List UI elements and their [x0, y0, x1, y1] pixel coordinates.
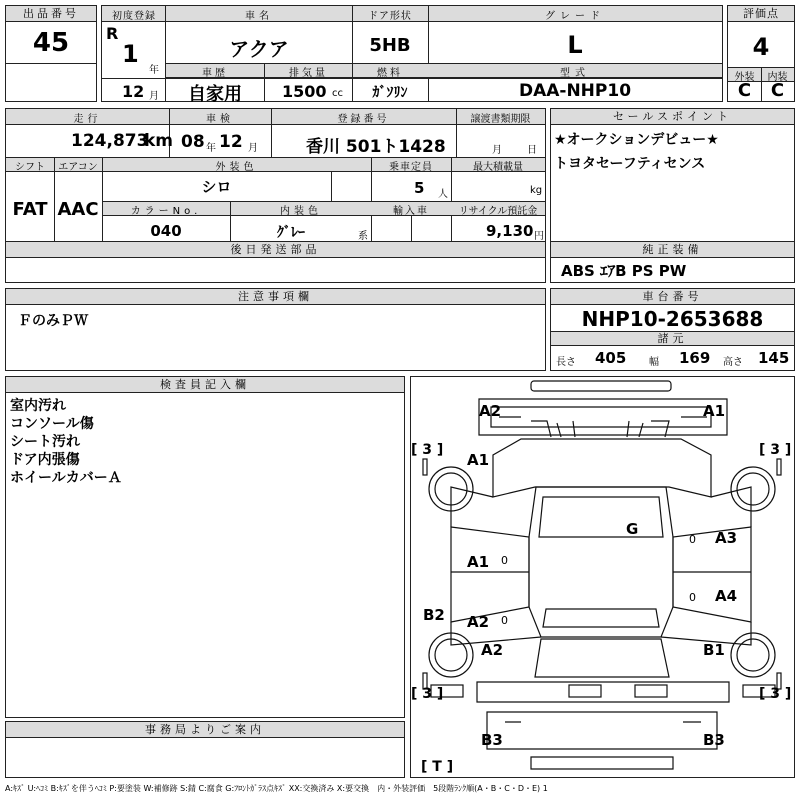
model-code-label: 型式: [560, 68, 590, 79]
small-mark-2: 0: [689, 533, 696, 546]
dmg-left-fender: A1: [467, 451, 490, 469]
import-label: 輸入車: [393, 206, 429, 217]
detail-box: [5, 108, 546, 242]
recycle: 9,130: [486, 222, 534, 240]
score-label: 評価点: [728, 6, 794, 22]
displacement: 1500: [282, 82, 327, 101]
small-mark-4: 0: [689, 591, 696, 604]
genuine-box: [550, 241, 795, 283]
height-label: 高さ: [723, 357, 743, 368]
sales-points-label: セールスポイント: [551, 109, 794, 125]
car-diagram-box: [410, 376, 795, 778]
length-label: 長さ: [556, 357, 576, 368]
int-score: C: [770, 80, 785, 101]
later-parts-label: 後日発送部品: [6, 242, 545, 258]
capacity: 5: [414, 179, 425, 197]
door-type: 5HB: [369, 35, 411, 56]
dmg-left-rear-door: A2: [467, 613, 490, 631]
capacity-label: 乗車定員: [389, 162, 433, 173]
inspector-line-4: ドア内張傷: [10, 452, 80, 468]
tire-rear-left: [ 3 ]: [411, 686, 444, 702]
int-color-label: 内装色: [280, 206, 322, 217]
plate: 香川 501ト1428: [306, 137, 446, 157]
recycle-label: リサイクル預託金: [458, 206, 538, 217]
specs-label: 諸元: [551, 332, 794, 346]
history: 自家用: [188, 84, 242, 105]
model-code: DAA-NHP10: [518, 81, 632, 101]
inspection-year: 08: [181, 132, 205, 152]
aircon: AAC: [57, 199, 99, 220]
sales-point-1: ★オークションデビュー★: [554, 132, 719, 148]
dmg-left-quarter: A2: [481, 641, 504, 659]
int-color: ｸﾞﾚｰ: [277, 225, 305, 241]
mileage-label: 走行: [73, 114, 102, 125]
transfer-label: 譲渡書類期限: [470, 114, 531, 125]
inspection-month: 12: [219, 132, 243, 152]
inspector-line-5: ホイールカバーＡ: [10, 470, 122, 486]
shift: FAT: [12, 199, 48, 220]
notes-box: [5, 288, 546, 371]
plate-label: 登録番号: [337, 114, 390, 125]
era: R: [106, 24, 119, 43]
first-reg-year: 1: [122, 40, 139, 68]
car-diagram: [411, 377, 794, 777]
notes-label: 注意事項欄: [6, 289, 545, 305]
office-box: [5, 721, 405, 778]
dmg-rear-right: B3: [703, 731, 725, 749]
fuel: ｶﾞｿﾘﾝ: [372, 85, 408, 101]
length: 405: [595, 349, 627, 367]
door-label: ドア形状: [368, 11, 412, 22]
chassis-label: 車台番号: [551, 289, 794, 305]
main-info-box: [101, 5, 723, 105]
dmg-left-front-door: A1: [467, 553, 490, 571]
fuel-label: 燃料: [377, 68, 403, 79]
sales-point-2: トヨタセーフティセンス: [554, 156, 706, 172]
ext-color: シロ: [201, 178, 232, 196]
dmg-left-rocker: B2: [423, 606, 445, 624]
ext-label: 外装: [734, 72, 755, 83]
max-load-unit: kg: [530, 185, 543, 196]
sales-points-box: [550, 108, 795, 242]
ext-color-label: 外装色: [215, 162, 258, 173]
shift-label: シフト: [15, 162, 45, 173]
inspection-year-unit: 年: [206, 143, 216, 154]
mileage: 124,873: [71, 131, 149, 151]
transfer-month-unit: 月: [492, 145, 502, 156]
notes-text: ＦのみＰＷ: [18, 313, 88, 329]
car-name: アクア: [229, 37, 289, 61]
small-mark-3: 0: [501, 614, 508, 627]
grade-label: グレード: [545, 11, 605, 22]
first-reg-month: 12: [122, 82, 145, 101]
tire-spare: [ T ]: [421, 759, 454, 775]
inspector-line-1: 室内汚れ: [10, 398, 66, 414]
displacement-label: 排気量: [289, 68, 328, 79]
capacity-unit: 人: [438, 189, 448, 200]
inspection-label: 車検: [206, 114, 234, 125]
inspection-month-unit: 月: [248, 143, 258, 154]
tire-rear-right: [ 3 ]: [759, 686, 792, 702]
width-label: 幅: [649, 357, 659, 368]
color-no: 040: [150, 222, 182, 240]
chassis-box: [550, 288, 795, 371]
first-reg-label: 初度登録: [112, 11, 156, 22]
recycle-unit: 円: [534, 231, 544, 242]
inspector-line-2: コンソール傷: [10, 416, 94, 432]
int-label: 内装: [767, 72, 788, 83]
score-box: [727, 5, 795, 102]
history-label: 車歴: [202, 68, 228, 79]
genuine-equipment: ABS ｴｱB PS PW: [561, 262, 687, 280]
int-color-unit: 系: [358, 231, 368, 242]
transfer-day-unit: 日: [527, 145, 537, 156]
car-name-label: 車名: [245, 11, 273, 22]
genuine-label: 純正装備: [551, 242, 794, 258]
mileage-unit: km: [144, 131, 174, 151]
tire-front-left: [ 3 ]: [411, 442, 444, 458]
dmg-rear-left: B3: [481, 731, 503, 749]
dmg-glass: G: [626, 520, 639, 538]
office-label: 事務局よりご案内: [6, 722, 404, 738]
lot-box: [5, 5, 97, 102]
tire-front-right: [ 3 ]: [759, 442, 792, 458]
dmg-right-front-door: A3: [715, 529, 738, 547]
lot-label: 出品番号: [6, 6, 96, 22]
dmg-front-right: A1: [703, 402, 726, 420]
inspector-line-3: シート汚れ: [10, 434, 80, 450]
height: 145: [758, 349, 790, 367]
chassis-number: NHP10-2653688: [581, 307, 764, 331]
later-parts-box: [5, 241, 546, 283]
aircon-label: エアコン: [58, 162, 98, 173]
max-load-label: 最大積載量: [473, 162, 523, 173]
inspector-box: [5, 376, 405, 718]
ext-score: C: [737, 80, 752, 101]
color-no-label: カラーNo.: [130, 206, 202, 217]
month-unit: 月: [149, 91, 159, 102]
legend: A:ｷｽﾞ U:ﾍｺﾐ B:ｷｽﾞを伴うﾍｺﾐ P:要塗装 W:補修跡 S:錆 C:腐食 G:ﾌﾛﾝﾄｶﾞﾗｽ点ｷｽﾞ XX:交換済み X:要交換 内・外装評価 5段階ﾗﾝｸ順(A・B・C・D・E) 1: [5, 784, 548, 793]
inspector-label: 検査員記入欄: [6, 377, 404, 393]
width: 169: [679, 349, 711, 367]
dmg-front-left: A2: [479, 402, 502, 420]
small-mark-1: 0: [501, 554, 508, 567]
lot-number: 45: [32, 28, 70, 58]
dmg-right-rear-door: A4: [715, 587, 738, 605]
year-unit: 年: [149, 65, 159, 76]
grade: L: [567, 31, 583, 59]
dmg-right-quarter: B1: [703, 641, 725, 659]
displacement-unit: cc: [332, 88, 343, 99]
score: 4: [752, 33, 770, 61]
